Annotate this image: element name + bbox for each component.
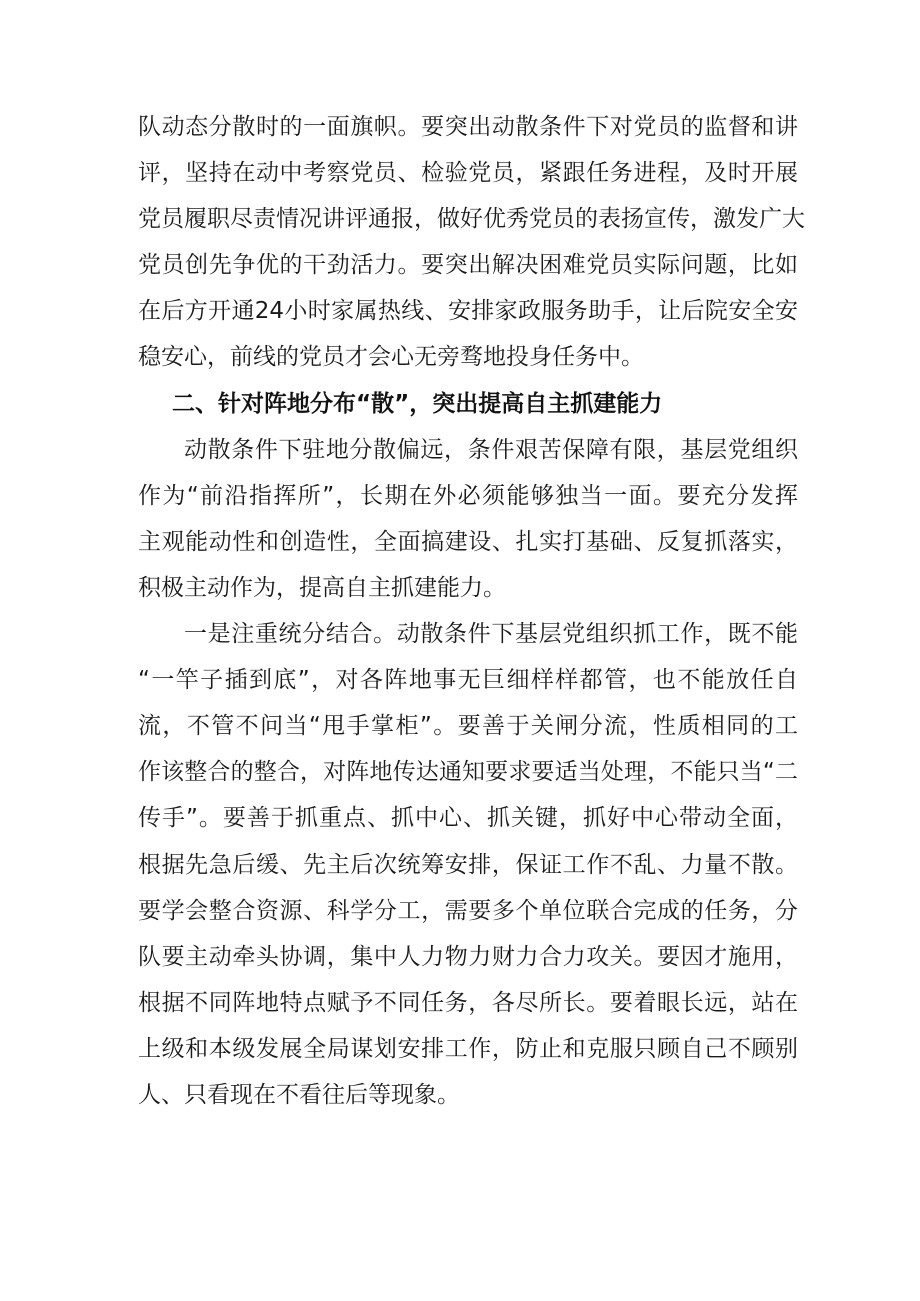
text-line: 稳安心，前线的党员才会心无旁骛地投身任务中。 bbox=[138, 344, 644, 371]
text-line: 根据先急后缓、先主后次统筹安排，保证工作不乱、力量不散。 bbox=[138, 851, 798, 878]
section-heading: 二、针对阵地分布“散”，突出提高自主抓建能力 bbox=[172, 390, 663, 417]
text-line: 根据不同阵地特点赋予不同任务，各尽所长。要着眼长远，站在 bbox=[138, 989, 798, 1016]
paragraph-1 bbox=[138, 104, 805, 381]
text-line: 流，不管不问当“甩手掌柜”。要善于关闸分流，性质相同的工 bbox=[138, 713, 798, 740]
text-line: 主观能动性和创造性，全面搞建设、扎实打基础、反复抓落实， bbox=[138, 528, 798, 555]
paragraph-3 bbox=[138, 611, 798, 1118]
text-line: “一竿子插到底”，对各阵地事无巨细样样都管，也不能放任自 bbox=[138, 667, 798, 694]
text-line: 评，坚持在动中考察党员、检验党员，紧跟任务进程，及时开展 bbox=[138, 160, 798, 187]
text-line: 作该整合的整合，对阵地传达通知要求要适当处理，不能只当“二 bbox=[138, 759, 798, 786]
text-line: 队要主动牵头协调，集中人力物力财力合力攻关。要因才施用， bbox=[138, 943, 798, 970]
text-line: 一是注重统分结合。动散条件下基层党组织抓工作，既不能 bbox=[184, 621, 798, 648]
text-line: 党员创先争优的干劲活力。要突出解决困难党员实际问题，比如 bbox=[138, 252, 798, 279]
paragraph-2 bbox=[138, 427, 798, 611]
text-line: 在后方开通24小时家属热线、安排家政服务助手，让后院安全安 bbox=[138, 298, 798, 325]
text-line: 党员履职尽责情况讲评通报，做好优秀党员的表扬宣传，激发广大 bbox=[138, 206, 805, 233]
text-line: 要学会整合资源、科学分工，需要多个单位联合完成的任务，分 bbox=[138, 897, 798, 924]
text-line: 积极主动作为，提高自主抓建能力。 bbox=[138, 574, 506, 601]
text-line: 队动态分散时的一面旗帜。要突出动散条件下对党员的监督和讲 bbox=[138, 114, 798, 140]
text-line: 动散条件下驻地分散偏远，条件艰苦保障有限，基层党组织 bbox=[184, 436, 798, 463]
document-body bbox=[138, 104, 805, 1118]
text-line: 传手”。要善于抓重点、抓中心、抓关键，抓好中心带动全面， bbox=[138, 805, 798, 832]
text-line: 作为“前沿指挥所”，长期在外必须能够独当一面。要充分发挥 bbox=[138, 482, 798, 509]
text-line: 上级和本级发展全局谋划安排工作，防止和克服只顾自己不顾别 bbox=[138, 1035, 798, 1062]
text-line: 人、只看现在不看往后等现象。 bbox=[138, 1081, 460, 1108]
